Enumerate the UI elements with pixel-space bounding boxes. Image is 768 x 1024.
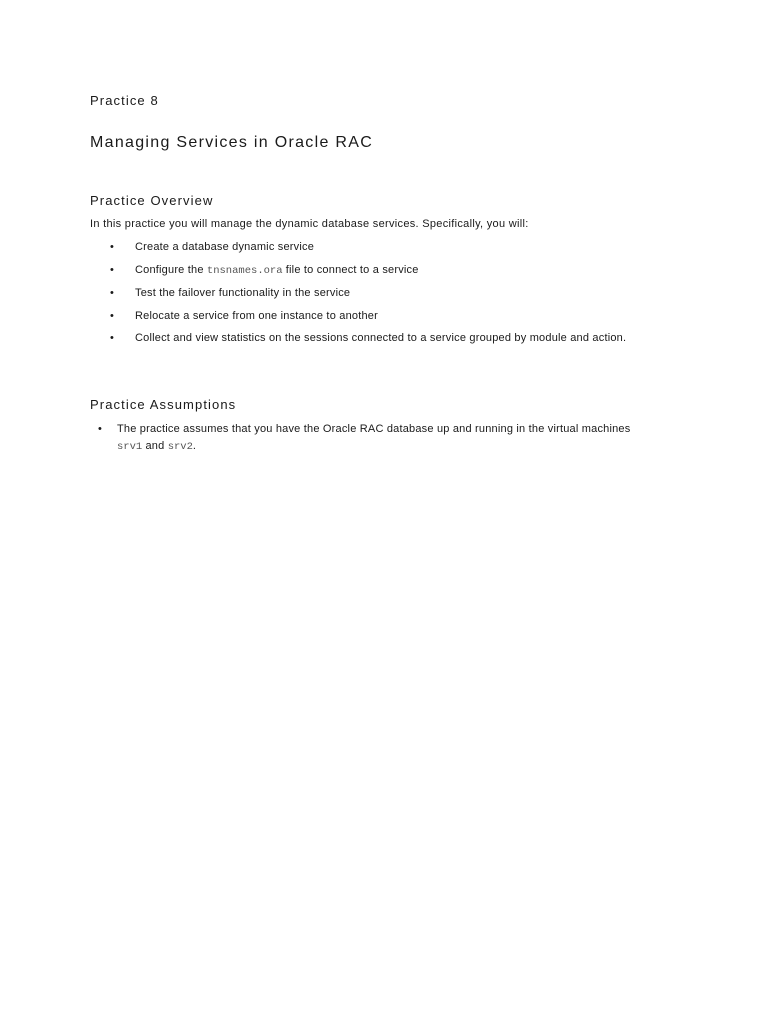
bullet-icon: • (98, 423, 103, 435)
list-item-text-before: Configure the (135, 263, 207, 276)
page-title: Managing Services in Oracle RAC (90, 134, 374, 151)
assumption-text-after: . (192, 440, 197, 452)
list-item (98, 421, 658, 456)
list-item (110, 240, 670, 254)
assumption-text-middle: and (142, 440, 168, 452)
overview-intro: In this practice you will manage the dynamic database services. Specifically, you will: (90, 218, 529, 230)
bullet-icon: • (110, 263, 115, 276)
list-item (110, 331, 670, 345)
overview-heading: Practice Overview (90, 193, 214, 208)
bullet-icon: • (110, 332, 115, 344)
assumptions-list (98, 421, 658, 456)
list-item (110, 263, 670, 278)
assumptions-heading: Practice Assumptions (90, 397, 237, 412)
bullet-icon: • (110, 287, 115, 299)
practice-label: Practice 8 (90, 93, 159, 108)
assumption-text-before: The practice assumes that you have the Oracle RAC database up and running in the virtual machines (117, 423, 631, 435)
bullet-icon: • (110, 309, 115, 322)
tnsnames-code: tnsnames.ora (206, 264, 283, 277)
list-item-text-after: file to connect to a service (282, 263, 419, 276)
bullet-icon: • (110, 241, 115, 253)
srv1-code: srv1 (117, 441, 143, 453)
list-item (110, 309, 670, 323)
list-item-text: Relocate a service from one instance to another (135, 309, 378, 322)
list-item (110, 286, 670, 300)
list-item-text: Test the failover functionality in the service (135, 287, 351, 299)
overview-list (110, 240, 670, 354)
list-item-text: Create a database dynamic service (135, 241, 315, 253)
list-item-text: Collect and view statistics on the sessions connected to a service grouped by module and action. (135, 332, 627, 344)
srv2-code: srv2 (167, 441, 193, 453)
